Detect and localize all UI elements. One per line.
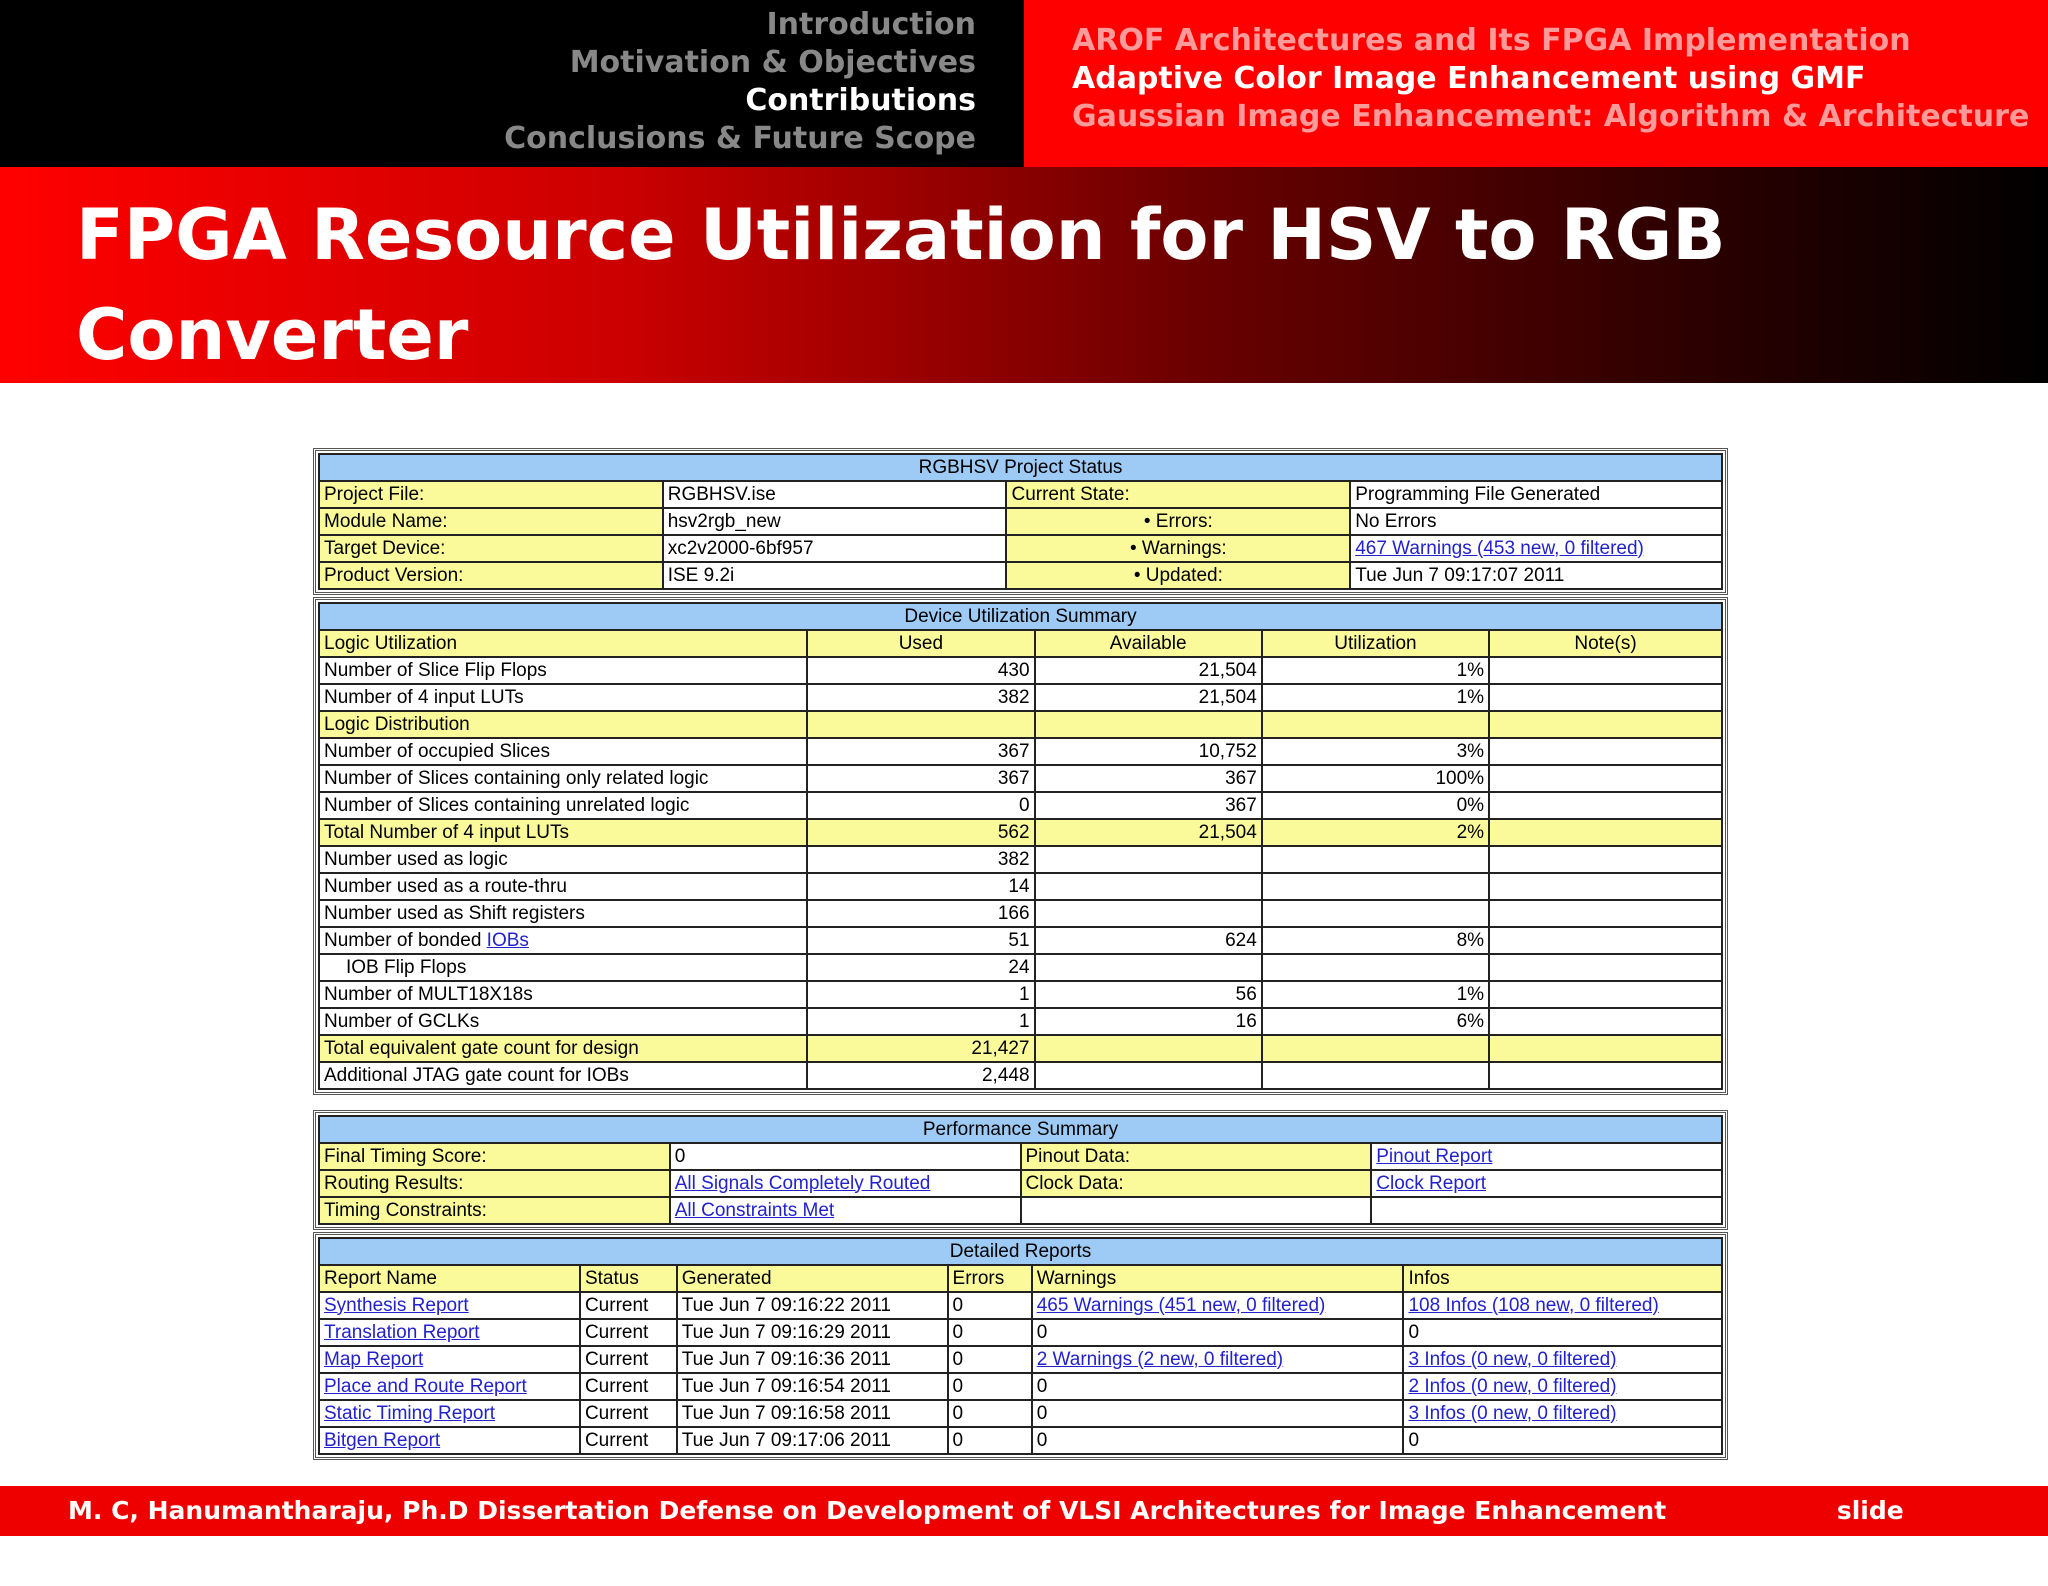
table-row (319, 657, 1722, 684)
table-cell: Total equivalent gate count for design (319, 1035, 807, 1062)
table-cell (1262, 900, 1489, 927)
table-cell: Clock Data: (1021, 1170, 1372, 1197)
column-header: Available (1035, 630, 1262, 657)
table-row (319, 819, 1722, 846)
table-cell (1262, 1062, 1489, 1089)
table-cell: 367 (807, 765, 1034, 792)
table-row (319, 1008, 1722, 1035)
table-cell: 0 (948, 1427, 1032, 1454)
table-cell (319, 1373, 580, 1400)
table-row (319, 954, 1722, 981)
subsection-nav (1024, 0, 2048, 167)
column-header: Generated (677, 1265, 948, 1292)
table-cell: 0 (807, 792, 1034, 819)
table-row (319, 684, 1722, 711)
table-cell: 21,504 (1035, 657, 1262, 684)
column-header: Logic Utilization (319, 630, 807, 657)
table-row (319, 508, 1722, 535)
slide-number: slide 80/146 (1836, 1496, 1933, 1575)
column-header: Errors (948, 1265, 1032, 1292)
table-cell (1035, 1035, 1262, 1062)
table-cell (1371, 1143, 1722, 1170)
table-cell: 0 (1032, 1373, 1404, 1400)
table-cell: Number used as Shift registers (319, 900, 807, 927)
performance-summary-header: Performance Summary (319, 1116, 1722, 1143)
table-cell: • Updated: (1006, 562, 1350, 589)
table-cell (1035, 1062, 1262, 1089)
table-cell: 2% (1262, 819, 1489, 846)
table-cell: 1 (807, 981, 1034, 1008)
table-cell: 0 (948, 1373, 1032, 1400)
column-header: Utilization (1262, 630, 1489, 657)
table-cell: 24 (807, 954, 1034, 981)
nav-motivation[interactable]: Motivation & Objectives (569, 45, 976, 80)
table-cell: Number of bonded IOBs (319, 927, 807, 954)
table-cell: 0 (1032, 1427, 1404, 1454)
table-cell: Tue Jun 7 09:16:54 2011 (677, 1373, 948, 1400)
table-row (319, 846, 1722, 873)
title-band (0, 167, 2048, 383)
table-row (319, 1197, 1722, 1224)
table-cell: Target Device: (319, 535, 663, 562)
device-utilization-header: Device Utilization Summary (319, 603, 1722, 630)
table-cell (319, 1400, 580, 1427)
table-cell: Programming File Generated (1350, 481, 1722, 508)
table-cell: Number of Slice Flip Flops (319, 657, 807, 684)
table-cell: 2,448 (807, 1062, 1034, 1089)
table-cell: 6% (1262, 1008, 1489, 1035)
table-cell: 51 (807, 927, 1034, 954)
table-row (319, 630, 1722, 657)
column-header: Infos (1403, 1265, 1722, 1292)
table-cell: 367 (1035, 765, 1262, 792)
table-cell: Current (580, 1292, 677, 1319)
table-cell: Number of Slices containing only related logic (319, 765, 807, 792)
table-cell (1262, 954, 1489, 981)
table-cell: 430 (807, 657, 1034, 684)
table-cell: 100% (1262, 765, 1489, 792)
table-row (319, 1170, 1722, 1197)
table-row (319, 1292, 1722, 1319)
report-link[interactable]: Map Report (324, 1348, 424, 1370)
report-link[interactable]: 2 Infos (0 new, 0 filtered) (1408, 1375, 1617, 1397)
table-cell: hsv2rgb_new (663, 508, 1007, 535)
table-cell: 382 (807, 684, 1034, 711)
table-cell (319, 1292, 580, 1319)
table-cell: 0 (948, 1292, 1032, 1319)
table-cell: Number used as a route-thru (319, 873, 807, 900)
table-row (319, 765, 1722, 792)
table-cell: 0 (670, 1143, 1021, 1170)
nav-gaussian[interactable]: Gaussian Image Enhancement: Algorithm & Architecture (1072, 99, 2030, 134)
column-header: Note(s) (1489, 630, 1722, 657)
report-link[interactable]: Pinout Report (1376, 1145, 1493, 1167)
table-cell: Tue Jun 7 09:16:29 2011 (677, 1319, 948, 1346)
table-row (319, 792, 1722, 819)
table-cell (319, 1346, 580, 1373)
column-header: Report Name (319, 1265, 580, 1292)
detailed-reports-table (313, 1232, 1728, 1460)
table-row (319, 1035, 1722, 1062)
table-cell (1489, 765, 1722, 792)
table-cell (1371, 1197, 1722, 1224)
footer (0, 1486, 2048, 1575)
table-cell (670, 1197, 1021, 1224)
table-cell (1035, 711, 1262, 738)
table-cell (1489, 1062, 1722, 1089)
table-cell: 10,752 (1035, 738, 1262, 765)
report-link[interactable]: 465 Warnings (451 new, 0 filtered) (1036, 1294, 1326, 1316)
section-nav (0, 0, 1024, 167)
table-cell: 382 (807, 846, 1034, 873)
table-cell: 0 (1032, 1400, 1404, 1427)
table-row (319, 873, 1722, 900)
table-cell: Routing Results: (319, 1170, 670, 1197)
table-cell: Current (580, 1427, 677, 1454)
table-cell: Tue Jun 7 09:17:06 2011 (677, 1427, 948, 1454)
device-utilization-table (313, 597, 1728, 1095)
table-row (319, 1319, 1722, 1346)
table-cell (1489, 900, 1722, 927)
report-link[interactable]: Clock Report (1376, 1172, 1487, 1194)
table-cell (1035, 846, 1262, 873)
nav-introduction[interactable]: Introduction (766, 7, 976, 42)
table-cell: Logic Distribution (319, 711, 807, 738)
table-cell (1035, 900, 1262, 927)
table-cell (1262, 711, 1489, 738)
table-cell (1403, 1400, 1722, 1427)
table-cell: Current (580, 1319, 677, 1346)
table-cell: 562 (807, 819, 1034, 846)
table-cell: 0 (1403, 1427, 1722, 1454)
table-cell (1489, 684, 1722, 711)
table-row (319, 1400, 1722, 1427)
table-row (319, 1265, 1722, 1292)
slide-title: FPGA Resource Utilization for HSV to RGB Converter (76, 194, 1726, 376)
table-row (319, 711, 1722, 738)
report-link[interactable]: 467 Warnings (453 new, 0 filtered) (1355, 537, 1644, 559)
table-cell: No Errors (1350, 508, 1722, 535)
table-cell: 0 (1403, 1319, 1722, 1346)
table-cell (1035, 954, 1262, 981)
table-row (319, 927, 1722, 954)
table-cell: 21,504 (1035, 684, 1262, 711)
table-cell (1403, 1373, 1722, 1400)
table-cell (1489, 711, 1722, 738)
table-cell (670, 1170, 1021, 1197)
nav-arof[interactable]: AROF Architectures and Its FPGA Implementation (1072, 23, 1911, 58)
table-cell (1262, 873, 1489, 900)
performance-summary-table (313, 1110, 1728, 1230)
table-cell: 0 (948, 1400, 1032, 1427)
table-row (319, 1427, 1722, 1454)
table-cell: 0 (948, 1319, 1032, 1346)
footer-text: M. C, Hanumantharaju, Ph.D Dissertation Defense on Development of VLSI Architectures for Image Enhancement Techniques: (68, 1496, 1667, 1575)
table-cell: Current (580, 1346, 677, 1373)
table-cell: Final Timing Score: (319, 1143, 670, 1170)
table-cell: Current State: (1006, 481, 1350, 508)
table-cell: 1% (1262, 657, 1489, 684)
table-cell (1035, 873, 1262, 900)
table-cell: Tue Jun 7 09:17:07 2011 (1350, 562, 1722, 589)
table-row (319, 535, 1722, 562)
table-cell: Tue Jun 7 09:16:22 2011 (677, 1292, 948, 1319)
table-row (319, 981, 1722, 1008)
table-cell: Pinout Data: (1021, 1143, 1372, 1170)
table-cell: 21,504 (1035, 819, 1262, 846)
table-cell: Project File: (319, 481, 663, 508)
table-cell (1489, 1008, 1722, 1035)
table-cell: Product Version: (319, 562, 663, 589)
table-cell: Tue Jun 7 09:16:58 2011 (677, 1400, 948, 1427)
table-cell (1262, 846, 1489, 873)
table-cell: 8% (1262, 927, 1489, 954)
table-row (319, 738, 1722, 765)
table-cell (1371, 1170, 1722, 1197)
table-cell (1489, 819, 1722, 846)
table-cell: 367 (1035, 792, 1262, 819)
table-cell (807, 711, 1034, 738)
table-cell: 367 (807, 738, 1034, 765)
table-cell: Number of occupied Slices (319, 738, 807, 765)
table-cell: Number of 4 input LUTs (319, 684, 807, 711)
table-row (319, 1373, 1722, 1400)
table-cell: IOB Flip Flops (319, 954, 807, 981)
report-link[interactable]: Static Timing Report (324, 1402, 496, 1424)
table-cell: Number of MULT18X18s (319, 981, 807, 1008)
report-link[interactable]: Synthesis Report (324, 1294, 469, 1316)
table-cell: Timing Constraints: (319, 1197, 670, 1224)
table-cell: 624 (1035, 927, 1262, 954)
table-cell (1489, 846, 1722, 873)
report-link[interactable]: 3 Infos (0 new, 0 filtered) (1408, 1402, 1617, 1424)
table-cell: Module Name: (319, 508, 663, 535)
table-cell: Number of GCLKs (319, 1008, 807, 1035)
report-link[interactable]: 108 Infos (108 new, 0 filtered) (1408, 1294, 1659, 1316)
table-cell: 14 (807, 873, 1034, 900)
table-cell: • Warnings: (1006, 535, 1350, 562)
table-cell: Number used as logic (319, 846, 807, 873)
table-cell: Tue Jun 7 09:16:36 2011 (677, 1346, 948, 1373)
table-cell: Current (580, 1400, 677, 1427)
table-cell: 1% (1262, 981, 1489, 1008)
table-cell (1489, 792, 1722, 819)
table-cell: ISE 9.2i (663, 562, 1007, 589)
table-cell: 21,427 (807, 1035, 1034, 1062)
table-cell: 1 (807, 1008, 1034, 1035)
table-cell (1489, 873, 1722, 900)
table-cell (319, 1319, 580, 1346)
report-link[interactable]: All Signals Completely Routed (674, 1172, 931, 1194)
table-cell: 16 (1035, 1008, 1262, 1035)
project-status-table (313, 448, 1728, 595)
table-cell: Total Number of 4 input LUTs (319, 819, 807, 846)
table-cell (1262, 1035, 1489, 1062)
table-row (319, 1346, 1722, 1373)
table-cell (1032, 1292, 1404, 1319)
table-cell (1021, 1197, 1372, 1224)
table-cell: 166 (807, 900, 1034, 927)
table-cell (1489, 954, 1722, 981)
table-cell (1489, 738, 1722, 765)
table-row (319, 562, 1722, 589)
report-link[interactable]: All Constraints Met (674, 1199, 835, 1221)
table-cell: Current (580, 1373, 677, 1400)
table-cell (319, 1427, 580, 1454)
nav-adaptive-color[interactable]: Adaptive Color Image Enhancement using GMF (1072, 61, 1866, 96)
table-cell (1489, 981, 1722, 1008)
nav-contributions[interactable]: Contributions (745, 83, 976, 118)
column-header: Used (807, 630, 1034, 657)
table-cell (1403, 1346, 1722, 1373)
table-cell: 0 (948, 1346, 1032, 1373)
iobs-link[interactable]: IOBs (486, 929, 529, 951)
table-cell: 3% (1262, 738, 1489, 765)
table-cell (1489, 1035, 1722, 1062)
detailed-reports-header: Detailed Reports (319, 1238, 1722, 1265)
report-link[interactable]: Bitgen Report (324, 1429, 441, 1451)
table-cell: RGBHSV.ise (663, 481, 1007, 508)
table-cell: 0% (1262, 792, 1489, 819)
table-row (319, 1143, 1722, 1170)
table-cell (1489, 927, 1722, 954)
table-cell (1350, 535, 1722, 562)
table-row (319, 481, 1722, 508)
report-link[interactable]: Translation Report (324, 1321, 480, 1343)
table-cell (1403, 1292, 1722, 1319)
table-cell: 56 (1035, 981, 1262, 1008)
report-link[interactable]: 3 Infos (0 new, 0 filtered) (1408, 1348, 1617, 1370)
table-row (319, 1062, 1722, 1089)
table-cell: 0 (1032, 1319, 1404, 1346)
table-row (319, 900, 1722, 927)
table-cell (1489, 657, 1722, 684)
table-cell: xc2v2000-6bf957 (663, 535, 1007, 562)
project-status-header: RGBHSV Project Status (319, 454, 1722, 481)
table-cell: Additional JTAG gate count for IOBs (319, 1062, 807, 1089)
table-cell: 1% (1262, 684, 1489, 711)
table-cell: • Errors: (1006, 508, 1350, 535)
report-link[interactable]: 2 Warnings (2 new, 0 filtered) (1036, 1348, 1284, 1370)
table-cell: Number of Slices containing unrelated logic (319, 792, 807, 819)
column-header: Warnings (1032, 1265, 1404, 1292)
nav-conclusions[interactable]: Conclusions & Future Scope (504, 121, 976, 156)
report-link[interactable]: Place and Route Report (324, 1375, 527, 1397)
column-header: Status (580, 1265, 677, 1292)
table-cell (1032, 1346, 1404, 1373)
